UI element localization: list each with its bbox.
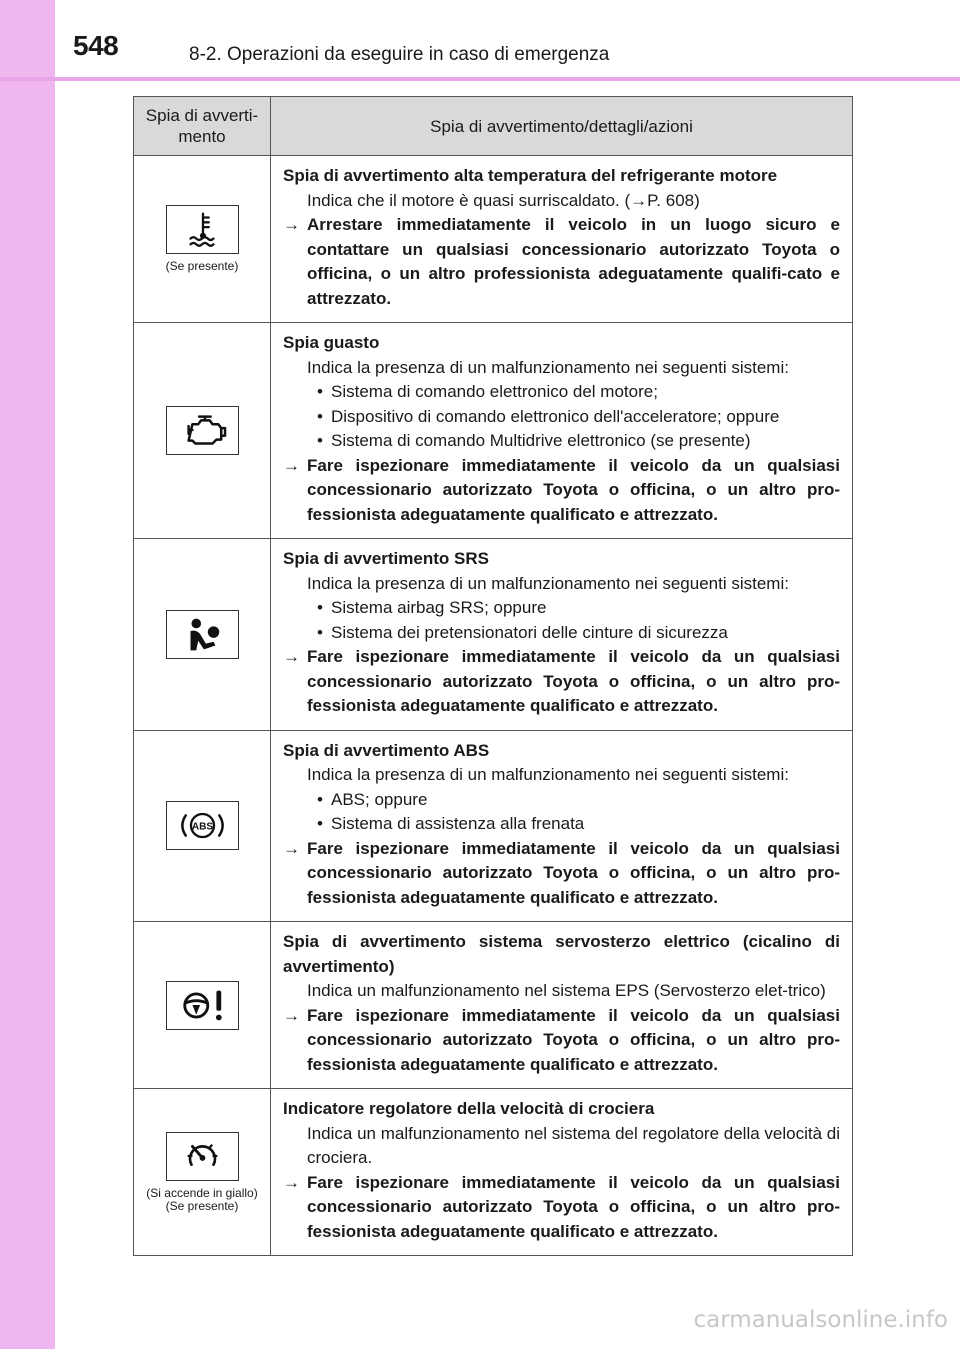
table-row [134, 730, 853, 922]
warning-description: Indica la presenza di un malfunzionamento nei seguenti sistemi: [307, 573, 789, 593]
table-row [134, 1089, 853, 1256]
warning-description: Indica un malfunzionamento nel sistema EPS (Servosterzo elet-trico) [307, 981, 826, 1000]
warning-title: Spia di avvertimento alta temperatura del refrigerante motore [283, 166, 778, 185]
list-item: • Sistema di comando elettronico del motore; [317, 380, 840, 405]
warning-action [283, 454, 840, 528]
col-header-warning-light [134, 97, 271, 156]
arrow-right-icon: → [283, 647, 300, 666]
warning-action-text: Fare ispezionare immediatamente il veicolo da un qualsiasi concessionario autorizzato Toyota o officina, o un altro pro-fessionista adeguatamente qualificato e attrezzato. [307, 838, 840, 907]
icon-frame [166, 406, 239, 455]
power-steering-warning-icon [167, 982, 238, 1029]
warning-action [283, 1171, 840, 1245]
list-item: • ABS; oppure [317, 788, 840, 813]
description-cell [271, 1089, 853, 1256]
icon-frame [166, 610, 239, 659]
description-cell [271, 730, 853, 922]
arrow-right-icon: → [283, 455, 300, 475]
icon-frame [166, 205, 239, 254]
list-item: • Sistema di assistenza alla frenata [317, 812, 840, 837]
icon-cell [134, 922, 271, 1089]
coolant-temperature-icon [167, 206, 238, 253]
icon-cell [134, 323, 271, 539]
table-row [134, 539, 853, 731]
list-item: • Sistema airbag SRS; oppure [317, 596, 840, 621]
warning-action [283, 1004, 840, 1078]
warning-description: Indica la presenza di un malfunzionamento nei seguenti sistemi: [307, 357, 789, 377]
side-color-strip [0, 0, 55, 1349]
abs-icon [167, 802, 238, 849]
list-item: • Sistema dei pretensionatori delle cinture di sicurezza [317, 621, 840, 646]
icon-cell [134, 156, 271, 323]
list-item: • Sistema di comando Multidrive elettronico (se presente) [317, 429, 840, 454]
description-cell [271, 156, 853, 323]
warning-title: Indicatore regolatore della velocità di crociera [283, 1099, 655, 1118]
icon-cell [134, 730, 271, 922]
cruise-control-icon [167, 1133, 238, 1180]
icon-note: (Si accende in giallo) (Se presente) [146, 1185, 258, 1213]
warning-action [283, 645, 840, 719]
icon-frame [166, 981, 239, 1030]
check-engine-icon [167, 407, 238, 454]
icon-note: (Se presente) [165, 259, 239, 273]
affected-systems-list [283, 380, 840, 454]
arrow-right-icon: → [283, 1005, 300, 1025]
affected-systems-list [283, 788, 840, 837]
watermark: carmanualsonline.info [693, 1307, 948, 1333]
warning-title: Spia di avvertimento sistema servosterzo elettrico (cicalino di avvertimento) [283, 932, 840, 976]
warning-title: Spia di avvertimento SRS [283, 549, 489, 568]
header-rule [0, 77, 960, 81]
description-cell [271, 539, 853, 731]
col-header-details [271, 97, 853, 156]
abs-icon-label: ABS [191, 821, 213, 833]
warning-title: Spia di avvertimento ABS [283, 740, 490, 760]
description-cell [271, 922, 853, 1089]
col-header-details-text: Spia di avvertimento/dettagli/azioni [430, 116, 693, 136]
icon-frame [166, 801, 239, 850]
warning-action-text: Fare ispezionare immediatamente il veicolo da un qualsiasi concessionario autorizzato Toyota o officina, o un altro pro-fessionista adeguatamente qualificato e attrezzato. [307, 455, 840, 524]
table-row [134, 323, 853, 539]
col-header-warning-light-text: Spia di avverti- mento [145, 106, 259, 146]
icon-cell [134, 1089, 271, 1256]
icon-frame [166, 1132, 239, 1181]
section-title: 8-2. Operazioni da eseguire in caso di emergenza [189, 44, 610, 65]
arrow-right-icon: → [283, 838, 300, 858]
warning-action [283, 837, 840, 911]
warning-action-text: Fare ispezionare immediatamente il veicolo da un qualsiasi concessionario autorizzato Toyota o officina, o un altro pro-fessionista adeguatamente qualificato e attrezzato. [307, 1005, 840, 1074]
warning-title: Spia guasto [283, 333, 380, 352]
warning-action-text: Arrestare immediatamente il veicolo in un luogo sicuro e contattare un qualsiasi concessionario autorizzato Toyota o officina, o un altro professionista adeguatamente qualifi-cato e attrezzato. [307, 215, 840, 308]
warning-description: Indica un malfunzionamento nel sistema del regolatore della velocità di crociera. [307, 1123, 840, 1167]
warning-action-text: Fare ispezionare immediatamente il veicolo da un qualsiasi concessionario autorizzato Toyota o officina, o un altro pro-fessionista adeguatamente qualificato e attrezzato. [307, 1172, 840, 1241]
warning-action-text: Fare ispezionare immediatamente il veicolo da un qualsiasi concessionario autorizzato Toyota o officina, o un altro pro-fessionista adeguatamente qualificato e attrezzato. [307, 647, 840, 715]
warning-description: Indica la presenza di un malfunzionamento nei seguenti sistemi: [307, 765, 789, 784]
warning-action [283, 213, 840, 311]
affected-systems-list [283, 596, 840, 645]
arrow-right-icon: → [283, 215, 300, 234]
icon-cell [134, 539, 271, 731]
warning-description: Indica che il motore è quasi surriscaldato. (→P. 608) [307, 190, 700, 210]
page-number: 548 [73, 30, 119, 61]
description-cell [271, 323, 853, 539]
arrow-right-icon: → [283, 1172, 300, 1192]
table-header-row [134, 97, 853, 156]
table-row [134, 922, 853, 1089]
table-row [134, 156, 853, 323]
list-item: • Dispositivo di comando elettronico dell'acceleratore; oppure [317, 405, 840, 430]
warning-lights-table [133, 96, 853, 1256]
srs-airbag-icon [167, 611, 238, 658]
